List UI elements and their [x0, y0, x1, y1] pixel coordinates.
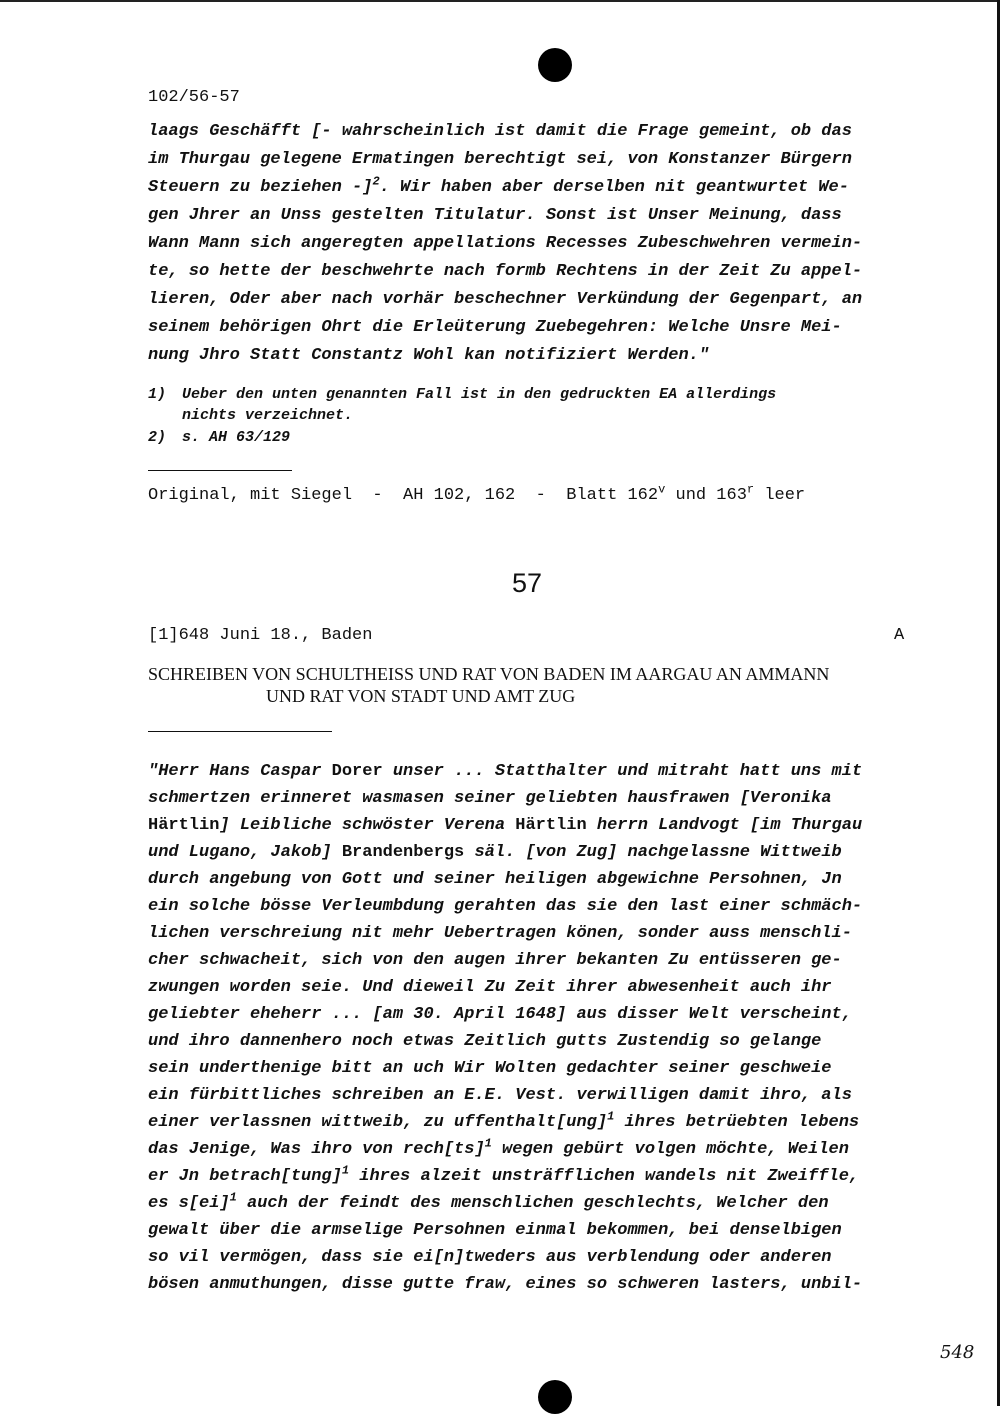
text-line: zwungen worden seie. Und dieweil Zu Zeit ihrer abwesenheit auch ihr [148, 978, 832, 997]
text-line: im Thurgau gelegene Ermatingen berechtigt sei, von Konstanzer Bürgern [148, 150, 852, 169]
text-line: bösen anmuthungen, disse gutte fraw, eines so schweren lasters, unbil- [148, 1275, 863, 1294]
name-emphasis: Härtlin [148, 816, 220, 835]
text-line: gen Jhrer an Unss gestelten Titulatur. Sonst ist Unser Meinung, dass [148, 206, 842, 225]
text-line: geliebter eheherr ... [am 30. April 1648] aus disser Welt verscheint, [148, 1005, 852, 1024]
footnote-marker: 2) [148, 429, 167, 446]
divider [148, 731, 332, 732]
text-line: ein fürbittliches schreiben an E.E. Vest. verwilligen damit ihro, als [148, 1086, 852, 1105]
text-line: seinem behörigen Ohrt die Erleüterung Zuebegehren: Welche Unsre Mei- [148, 318, 842, 337]
date-line: [1]648 Juni 18., Baden [148, 626, 373, 645]
text-line: Steuern zu beziehen -]$^2$. Wir haben aber derselben nit geantwurtet We- [148, 174, 849, 197]
text-line: sein underthenige bitt an uch Wir Wolten gedachter seiner geschweie [148, 1059, 832, 1078]
footnote-marker: 1) [148, 386, 167, 403]
text-line: ein solche bösse Verleumbdung gerahten das sie den last einer schmäch- [148, 897, 863, 916]
name-emphasis: Brandenbergs [341, 843, 465, 862]
name-emphasis: Dorer [331, 762, 383, 781]
text-line: nung Jhro Statt Constantz Wohl kan notifiziert Werden." [148, 346, 710, 365]
text-line: lieren, Oder aber nach vorhär beschechner Verkündung der Gegenpart, an [148, 290, 863, 309]
footnote-text: Ueber den unten genannten Fall ist in den gedruckten EA allerdings [182, 386, 777, 403]
text-line: laags Geschäfft [- wahrscheinlich ist damit die Frage gemeint, ob das [148, 122, 852, 141]
punch-hole-top [538, 48, 572, 82]
name-emphasis: Härtlin [515, 816, 587, 835]
document-title: UND RAT VON STADT UND AMT ZUG [266, 686, 576, 706]
text-line: schmertzen erinneret wasmasen seiner geliebten hausfrawen [Veronika [148, 789, 832, 808]
footnote-marker: 1 [484, 1136, 492, 1151]
text-line: te, so hette der beschwehrte nach formb Rechtens in der Zeit Zu appel- [148, 262, 863, 281]
footnote-text: nichts verzeichnet. [182, 407, 354, 424]
document-title: SCHREIBEN VON SCHULTHEISS UND RAT VON BADEN IM AARGAU AN AMMANN [148, 664, 830, 684]
text-line: lichen verschreiung nit mehr Uebertragen könen, sonder auss menschli- [148, 924, 852, 943]
text-line: durch angebung von Gott und seiner heiligen abgewichne Persohnen, Jn [148, 870, 842, 889]
text-line: er Jn betrach[tung]$^1$ ihres alzeit unsträfflichen wandels nit Zweiffle, [148, 1163, 860, 1186]
document-reference: 102/56-57 [148, 88, 240, 107]
footnote-text: s. AH 63/129 [182, 429, 291, 446]
text-line: und Lugano, Jakob] Brandenbergs säl. [von Zug] nachgelassne Wittweib [148, 843, 842, 862]
text-line: das Jenige, Was ihro von rech[ts]$^1$ wegen gebürt volgen möchte, Weilen [148, 1136, 849, 1159]
footnote-marker: 1 [229, 1190, 237, 1205]
text-line: und ihro dannenhero noch etwas Zeitlich gutts Zustendig so gelange [148, 1032, 822, 1051]
text-line: Wann Mann sich angeregten appellations Recesses Zubeschwehren vermein- [148, 234, 863, 253]
text-line: Härtlin] Leibliche schwöster Verena Härtlin herrn Landvogt [im Thurgau [148, 816, 863, 835]
scan-border-top [0, 0, 1000, 2]
divider [148, 470, 292, 471]
text-line: "Herr Hans Caspar Dorer unser ... Statthalter und mitraht hatt uns mit [148, 762, 863, 781]
punch-hole-bottom [538, 1380, 572, 1414]
source-note: Original, mit Siegel - AH 102, 162 - Blatt 162$^v$ und 163$^r$ leer [148, 482, 806, 505]
document-marker: A [894, 626, 905, 645]
document-number: 57 [512, 568, 543, 598]
footnote-marker: 1 [341, 1163, 350, 1178]
text-line: gewalt über die armselige Persohnen einmal bekommen, bei denselbigen [148, 1221, 842, 1240]
text-line: so vil vermögen, dass sie ei[n]tweders aus verblendung oder anderen [148, 1248, 832, 1267]
text-line: es s[ei]$^1$ auch der feindt des menschlichen geschlechts, Welcher den [148, 1190, 829, 1213]
footnote-marker: 1 [607, 1109, 615, 1124]
text-line: einer verlassnen wittweib, zu uffenthalt[ung]$^1$ ihres betrüebten lebens [148, 1109, 860, 1132]
handwritten-page-number: 548 [940, 1342, 975, 1363]
footnote-marker: 2 [372, 174, 380, 189]
text-line: cher schwacheit, sich von den augen ihrer bekanten Zu entüsseren ge- [148, 951, 842, 970]
